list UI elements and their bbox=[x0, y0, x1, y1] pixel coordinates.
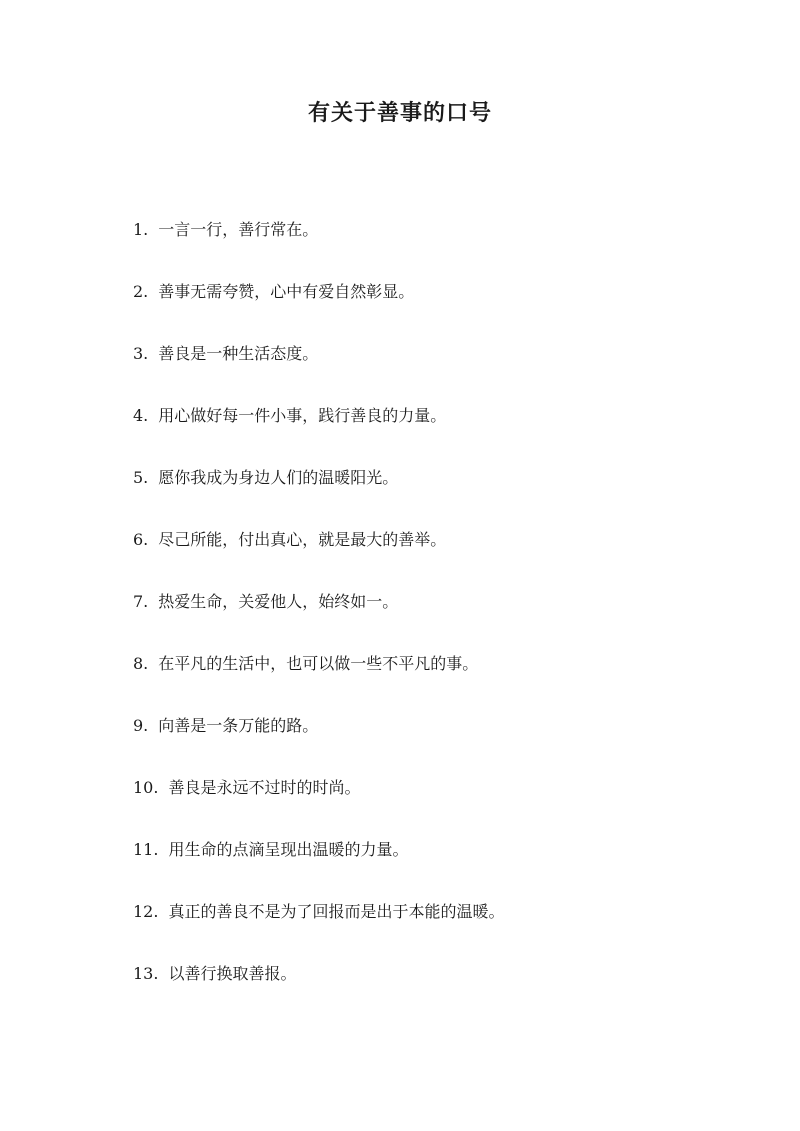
item-number: 2. bbox=[133, 282, 149, 301]
item-text: 在平凡的生活中，也可以做一些不平凡的事。 bbox=[158, 654, 479, 673]
item-text: 尽己所能，付出真心，就是最大的善举。 bbox=[158, 530, 447, 549]
item-number: 6. bbox=[133, 530, 149, 549]
item-text: 以善行换取善报。 bbox=[168, 964, 297, 983]
item-number: 12. bbox=[133, 902, 159, 921]
list-item bbox=[133, 214, 733, 276]
document-title: 有关于善事的口号 bbox=[307, 100, 492, 126]
list-item bbox=[133, 834, 733, 896]
list-item bbox=[133, 276, 733, 338]
item-number: 11. bbox=[133, 840, 159, 859]
item-number: 3. bbox=[133, 344, 149, 363]
list-item bbox=[133, 400, 733, 462]
item-number: 5. bbox=[133, 468, 149, 487]
list-item bbox=[133, 710, 733, 772]
list-item bbox=[133, 958, 733, 1020]
slogan-list bbox=[133, 214, 733, 1020]
item-number: 4. bbox=[133, 406, 149, 425]
item-text: 一言一行，善行常在。 bbox=[158, 220, 319, 239]
item-text: 向善是一条万能的路。 bbox=[158, 716, 319, 735]
item-text: 善良是永远不过时的时尚。 bbox=[168, 778, 361, 797]
item-number: 13. bbox=[133, 964, 159, 983]
item-text: 善事无需夸赞，心中有爱自然彰显。 bbox=[158, 282, 415, 301]
list-item bbox=[133, 524, 733, 586]
item-text: 善良是一种生活态度。 bbox=[158, 344, 319, 363]
item-number: 8. bbox=[133, 654, 149, 673]
list-item bbox=[133, 772, 733, 834]
item-text: 用心做好每一件小事，践行善良的力量。 bbox=[158, 406, 447, 425]
item-number: 9. bbox=[133, 716, 149, 735]
list-item bbox=[133, 648, 733, 710]
list-item bbox=[133, 586, 733, 648]
list-item bbox=[133, 338, 733, 400]
item-text: 热爱生命，关爱他人，始终如一。 bbox=[158, 592, 399, 611]
item-text: 真正的善良不是为了回报而是出于本能的温暖。 bbox=[168, 902, 505, 921]
item-number: 10. bbox=[133, 778, 159, 797]
item-text: 愿你我成为身边人们的温暖阳光。 bbox=[158, 468, 399, 487]
list-item bbox=[133, 896, 733, 958]
item-number: 1. bbox=[133, 220, 149, 239]
item-number: 7. bbox=[133, 592, 149, 611]
list-item bbox=[133, 462, 733, 524]
item-text: 用生命的点滴呈现出温暖的力量。 bbox=[168, 840, 409, 859]
